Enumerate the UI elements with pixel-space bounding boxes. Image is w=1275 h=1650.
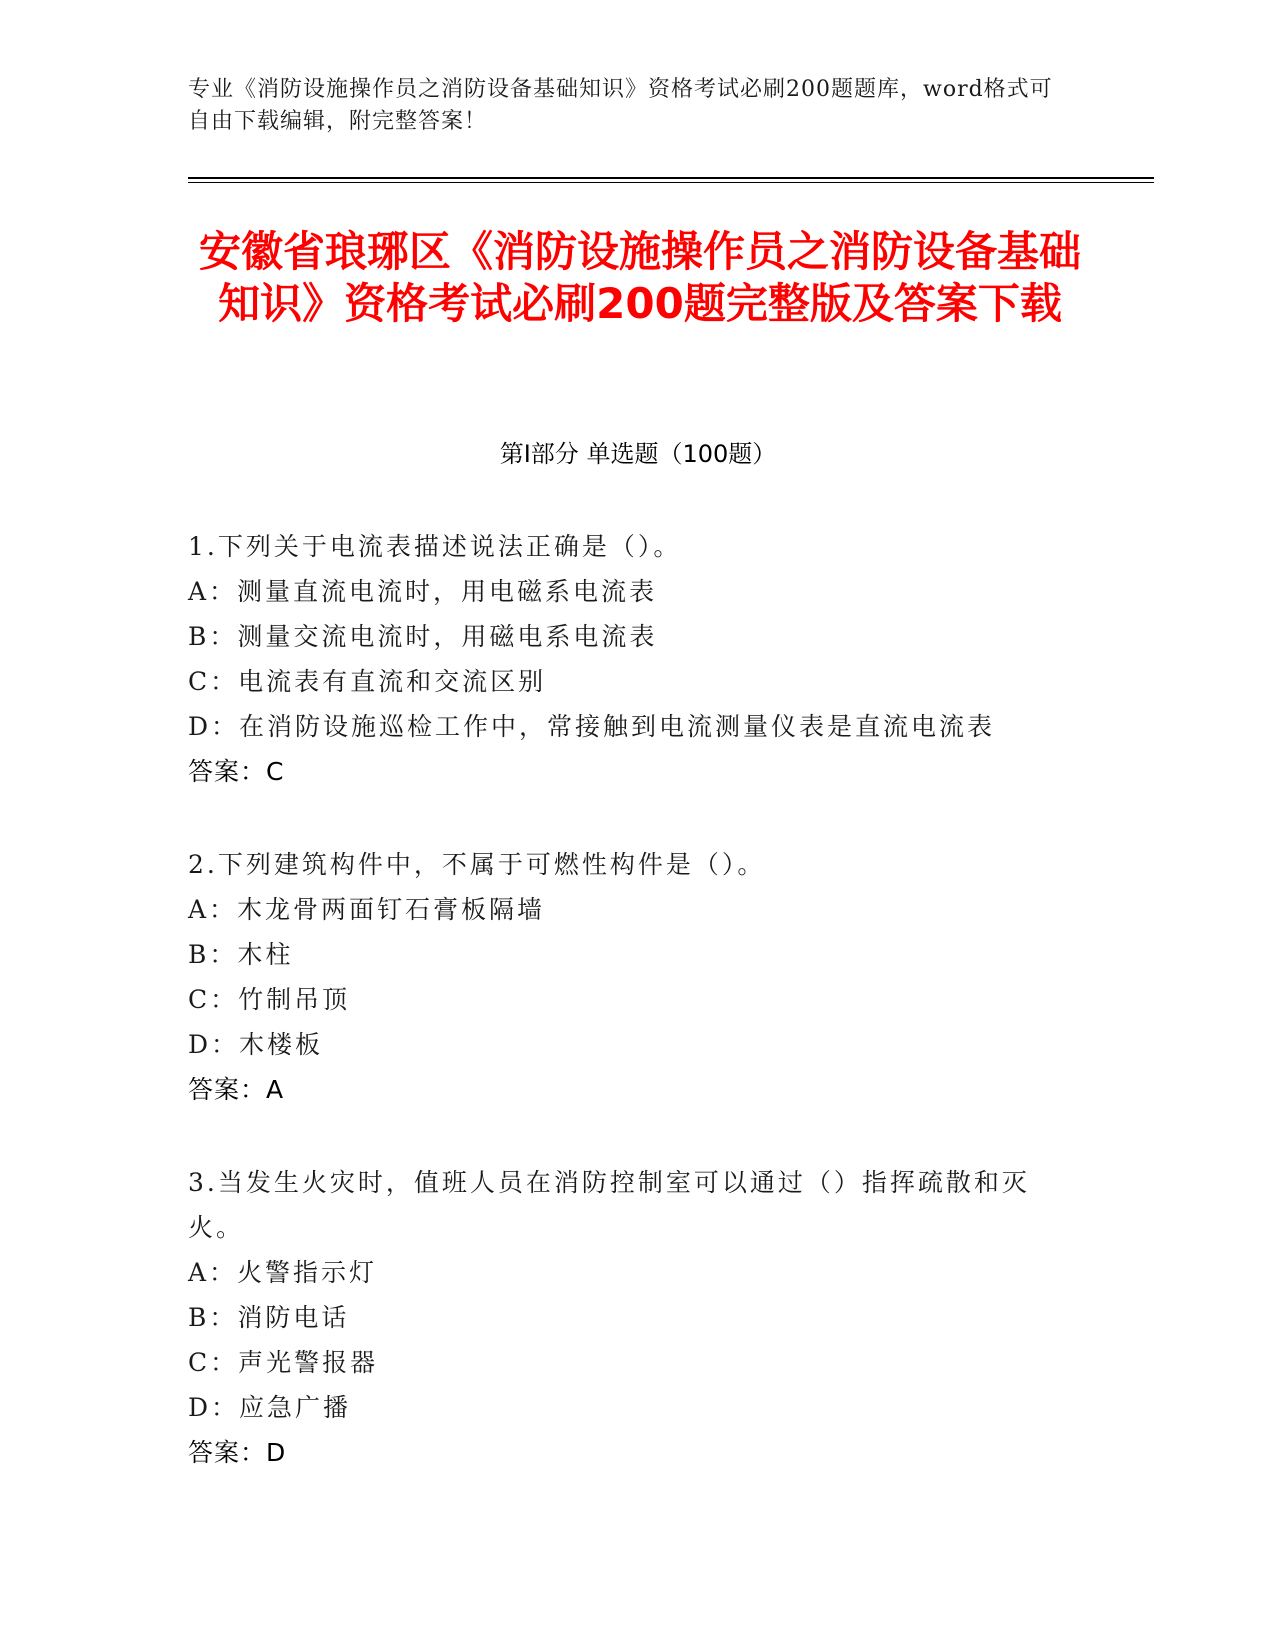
- document-title: 安徽省琅琊区《消防设施操作员之消防设备基础知识》资格考试必刷200题完整版及答案下载: [198, 227, 1081, 328]
- header-note: 专业《消防设施操作员之消防设备基础知识》资格考试必刷200题题库，word格式可自由下载编辑，附完整答案！: [188, 77, 1053, 134]
- question-stem: 1.下列关于电流表描述说法正确是（）。: [188, 532, 682, 561]
- question-option: A：木龙骨两面钉石膏板隔墙: [188, 895, 546, 924]
- header-divider-thin: [188, 182, 1154, 183]
- question-option: C：声光警报器: [188, 1348, 379, 1377]
- question-block: [188, 524, 1068, 794]
- question-answer: 答案：A: [188, 1075, 285, 1104]
- question-option: B：消防电话: [188, 1303, 350, 1332]
- question-option: C：竹制吊顶: [188, 985, 351, 1014]
- header-divider-thick: [188, 177, 1154, 179]
- question-block: [188, 842, 1068, 1112]
- section-title: 第Ⅰ部分 单选题（100题）: [499, 440, 777, 468]
- question-option: D：在消防设施巡检工作中，常接触到电流测量仪表是直流电流表: [188, 712, 996, 741]
- question-answer: 答案：C: [188, 757, 285, 786]
- question-block: [188, 1160, 1068, 1475]
- question-stem: 2.下列建筑构件中，不属于可燃性构件是（）。: [188, 850, 766, 879]
- question-option: A：火警指示灯: [188, 1258, 378, 1287]
- question-answer: 答案：D: [188, 1438, 287, 1467]
- question-option: D：木楼板: [188, 1030, 324, 1059]
- question-option: B：木柱: [188, 940, 294, 969]
- question-stem: 3.当发生火灾时，值班人员在消防控制室可以通过（）指挥疏散和灭火。: [188, 1168, 1030, 1242]
- question-option: C：电流表有直流和交流区别: [188, 667, 547, 696]
- question-option: D：应急广播: [188, 1393, 352, 1422]
- question-option: A：测量直流电流时，用电磁系电流表: [188, 577, 658, 606]
- question-option: B：测量交流电流时，用磁电系电流表: [188, 622, 658, 651]
